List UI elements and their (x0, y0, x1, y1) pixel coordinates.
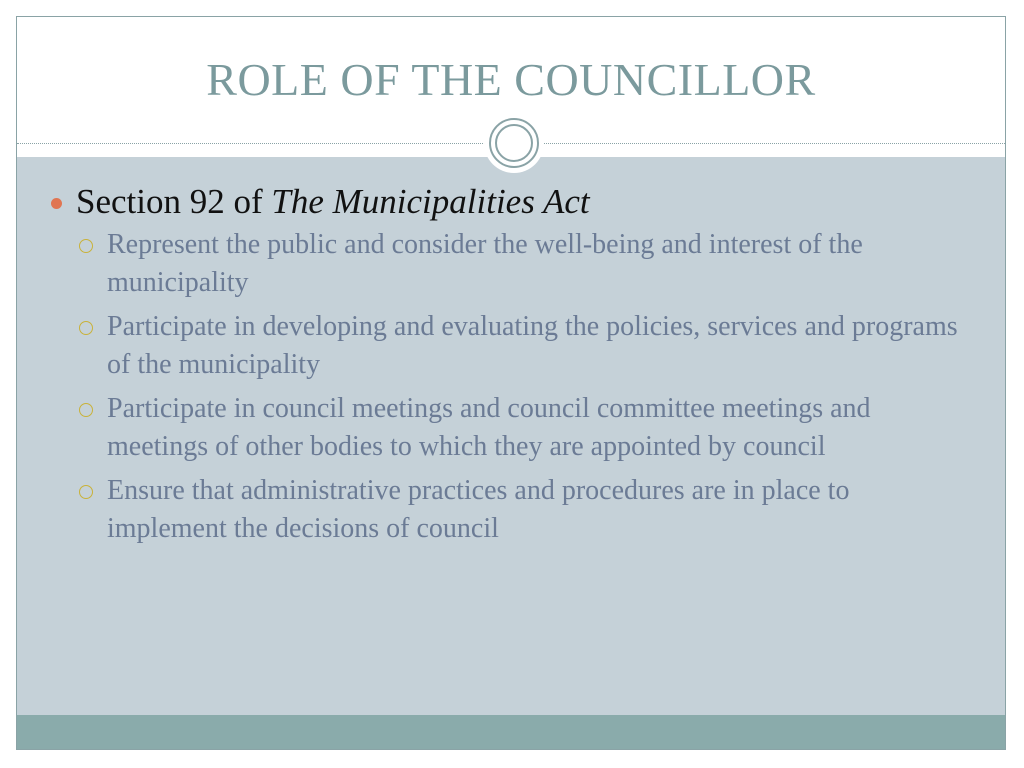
sub-bullet-list (17, 226, 1005, 548)
ring-bullet-icon (79, 321, 93, 335)
slide-body (17, 182, 1005, 554)
slide (16, 16, 1006, 750)
double-circle-ornament-icon (489, 118, 539, 168)
sub-bullet (107, 472, 965, 548)
slide-title: ROLE OF THE COUNCILLOR (206, 54, 816, 105)
sub-bullet (107, 226, 965, 302)
sub-bullet-text: Participate in council meetings and council committee meetings and meetings of other bodies to which they are appointed by council (107, 393, 871, 462)
filled-dot-bullet-icon (51, 198, 62, 209)
main-bullet (76, 182, 1005, 222)
ring-bullet-icon (79, 403, 93, 417)
ring-bullet-icon (79, 239, 93, 253)
sub-bullet (107, 390, 965, 466)
sub-bullet (107, 308, 965, 384)
main-bullet-emphasis: The Municipalities Act (271, 182, 590, 221)
footer-bar (17, 715, 1005, 749)
sub-bullet-text: Represent the public and consider the well-being and interest of the municipality (107, 229, 863, 298)
main-bullet-prefix: Section 92 of (76, 182, 272, 221)
sub-bullet-text: Ensure that administrative practices and procedures are in place to implement the decisions of council (107, 475, 850, 544)
ring-bullet-icon (79, 485, 93, 499)
sub-bullet-text: Participate in developing and evaluating the policies, services and programs of the municipality (107, 311, 958, 380)
